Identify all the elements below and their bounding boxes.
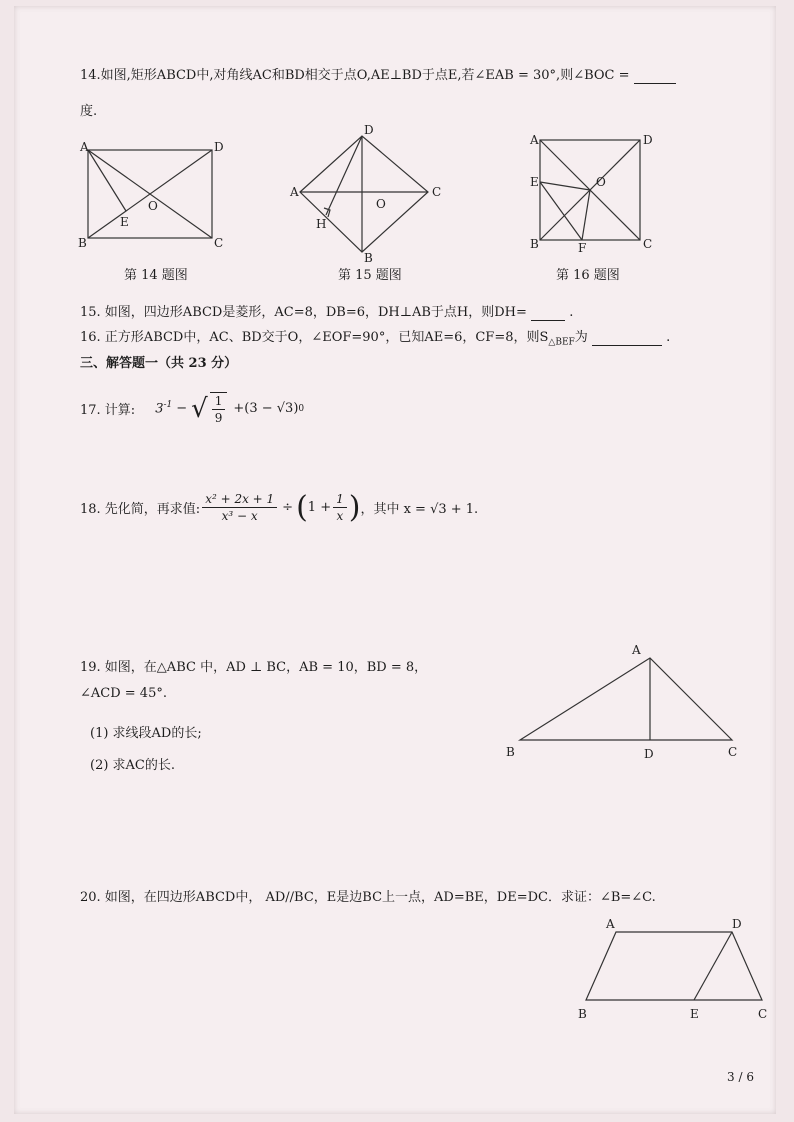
q18-left-paren: ( bbox=[296, 490, 308, 525]
fig15-segment-dh bbox=[326, 136, 362, 215]
fig19-label-c: C bbox=[728, 745, 738, 759]
fig15-label-b: B bbox=[364, 251, 373, 264]
question-17 bbox=[80, 392, 304, 425]
q17-plus-term: +(3 − √3) bbox=[233, 401, 299, 416]
fig14-label-e: E bbox=[120, 215, 129, 229]
question-19-part2: (2) 求AC的长. bbox=[90, 758, 176, 773]
question-16-mid: 为 bbox=[574, 330, 588, 345]
fig14-label-a: A bbox=[80, 140, 89, 154]
question-15 bbox=[80, 301, 573, 321]
question-17-label: 17. 计算: bbox=[80, 403, 136, 418]
fig16-label-b: B bbox=[530, 237, 539, 251]
fig20-label-c: C bbox=[758, 1007, 768, 1021]
question-14-text: 14.如图,矩形ABCD中,对角线AC和BD相交于点O,AE⊥BD于点E,若∠EAB = 30°,则∠BOC = bbox=[80, 68, 630, 83]
q18-main-fraction bbox=[202, 492, 277, 523]
q17-term-a bbox=[155, 400, 172, 416]
q18-one-plus: 1 + bbox=[307, 500, 332, 515]
fig14-segment-ae bbox=[88, 150, 126, 211]
fig14-label-b: B bbox=[78, 236, 87, 250]
page-number: 3 / 6 bbox=[727, 1070, 754, 1084]
q18-numerator: x² + 2x + 1 bbox=[202, 492, 277, 508]
fig19-label-b: B bbox=[506, 745, 515, 759]
fig16-label-d: D bbox=[643, 133, 653, 147]
question-15-text: 15. 如图，四边形ABCD是菱形，AC=8，DB=6，DH⊥AB于点H，则DH= bbox=[80, 305, 527, 320]
fig19-triangle bbox=[520, 658, 732, 740]
question-20: 20. 如图，在四边形ABCD中， AD//BC，E是边BC上一点，AD=BE，DE=DC．求证：∠B=∠C. bbox=[80, 890, 656, 905]
section-3-heading: 三、解答题一（共 23 分） bbox=[80, 356, 238, 371]
q18-small-denominator: x bbox=[336, 509, 344, 523]
question-16-tail: . bbox=[666, 330, 671, 345]
fig15-label-c: C bbox=[432, 185, 442, 199]
fig20-label-d: D bbox=[732, 917, 742, 931]
question-16-text: 16. 正方形ABCD中，AC、BD交于O，∠EOF=90°，已知AE=6，CF=8，则S bbox=[80, 330, 549, 345]
question-19-line1: 19. 如图，在△ABC 中，AD ⊥ BC，AB = 10，BD = 8， bbox=[80, 660, 428, 675]
answer-blank-16 bbox=[592, 330, 662, 346]
question-16 bbox=[80, 326, 670, 348]
figure-16-caption: 第 16 题图 bbox=[556, 268, 620, 283]
question-18 bbox=[80, 490, 478, 525]
fig15-label-o: O bbox=[376, 197, 386, 211]
q18-small-fraction bbox=[333, 492, 347, 523]
figure-15 bbox=[278, 124, 450, 264]
q18-tail: ，其中 x = √3 + 1. bbox=[360, 502, 479, 517]
fig16-label-o: O bbox=[596, 175, 606, 189]
question-18-label: 18. 先化简，再求值: bbox=[80, 502, 201, 517]
q17-numerator: 1 bbox=[212, 394, 226, 410]
fig15-label-a: A bbox=[290, 185, 299, 199]
figure-14 bbox=[76, 134, 236, 254]
figure-19 bbox=[500, 642, 756, 766]
q17-denominator: 9 bbox=[214, 411, 223, 425]
fig20-label-e: E bbox=[690, 1007, 699, 1021]
fig20-segment-de bbox=[694, 932, 732, 1000]
q17-zero-exponent: 0 bbox=[298, 403, 305, 414]
figure-15-caption: 第 15 题图 bbox=[338, 268, 402, 283]
question-19-part1: (1) 求线段AD的长; bbox=[90, 726, 202, 741]
fig20-label-a: A bbox=[606, 917, 615, 931]
q18-right-paren: ) bbox=[348, 490, 361, 525]
figure-14-caption: 第 14 题图 bbox=[124, 268, 188, 283]
figure-16 bbox=[526, 130, 676, 254]
fig14-label-c: C bbox=[214, 236, 224, 250]
fig16-label-c: C bbox=[643, 237, 653, 251]
q17-fraction bbox=[210, 392, 228, 425]
fig15-label-d: D bbox=[364, 124, 374, 137]
fig16-label-f: F bbox=[578, 241, 587, 254]
answer-blank-15 bbox=[531, 305, 565, 321]
q17-radical-sign: √ bbox=[191, 393, 208, 424]
fig20-label-b: B bbox=[578, 1007, 587, 1021]
q18-small-numerator: 1 bbox=[333, 492, 347, 508]
question-15-tail: . bbox=[569, 305, 574, 320]
fig19-label-d: D bbox=[644, 747, 654, 761]
q18-divide: ÷ bbox=[282, 500, 294, 515]
question-19-line2: ∠ACD = 45°. bbox=[80, 686, 167, 701]
q17-sqrt bbox=[191, 392, 229, 425]
fig14-label-d: D bbox=[214, 140, 224, 154]
figure-20 bbox=[566, 912, 772, 1024]
question-14 bbox=[80, 64, 676, 84]
question-16-subscript: △BEF bbox=[548, 337, 575, 348]
fig14-label-o: O bbox=[148, 199, 158, 213]
fig16-label-a: A bbox=[530, 133, 539, 147]
q18-denominator: x³ − x bbox=[221, 509, 258, 523]
fig15-rhombus bbox=[300, 136, 428, 252]
fig16-label-e: E bbox=[530, 175, 539, 189]
fig15-label-h: H bbox=[316, 217, 327, 231]
answer-blank-14 bbox=[634, 68, 676, 84]
fig20-trapezoid bbox=[586, 932, 762, 1000]
exam-page bbox=[14, 6, 776, 1114]
question-14-tail: 度. bbox=[80, 104, 98, 119]
q17-base: 3 bbox=[155, 401, 164, 417]
q17-minus: − bbox=[176, 401, 188, 416]
fig16-segment-ef bbox=[540, 182, 582, 240]
fig19-label-a: A bbox=[632, 643, 641, 657]
q17-exponent: -1 bbox=[163, 400, 173, 411]
